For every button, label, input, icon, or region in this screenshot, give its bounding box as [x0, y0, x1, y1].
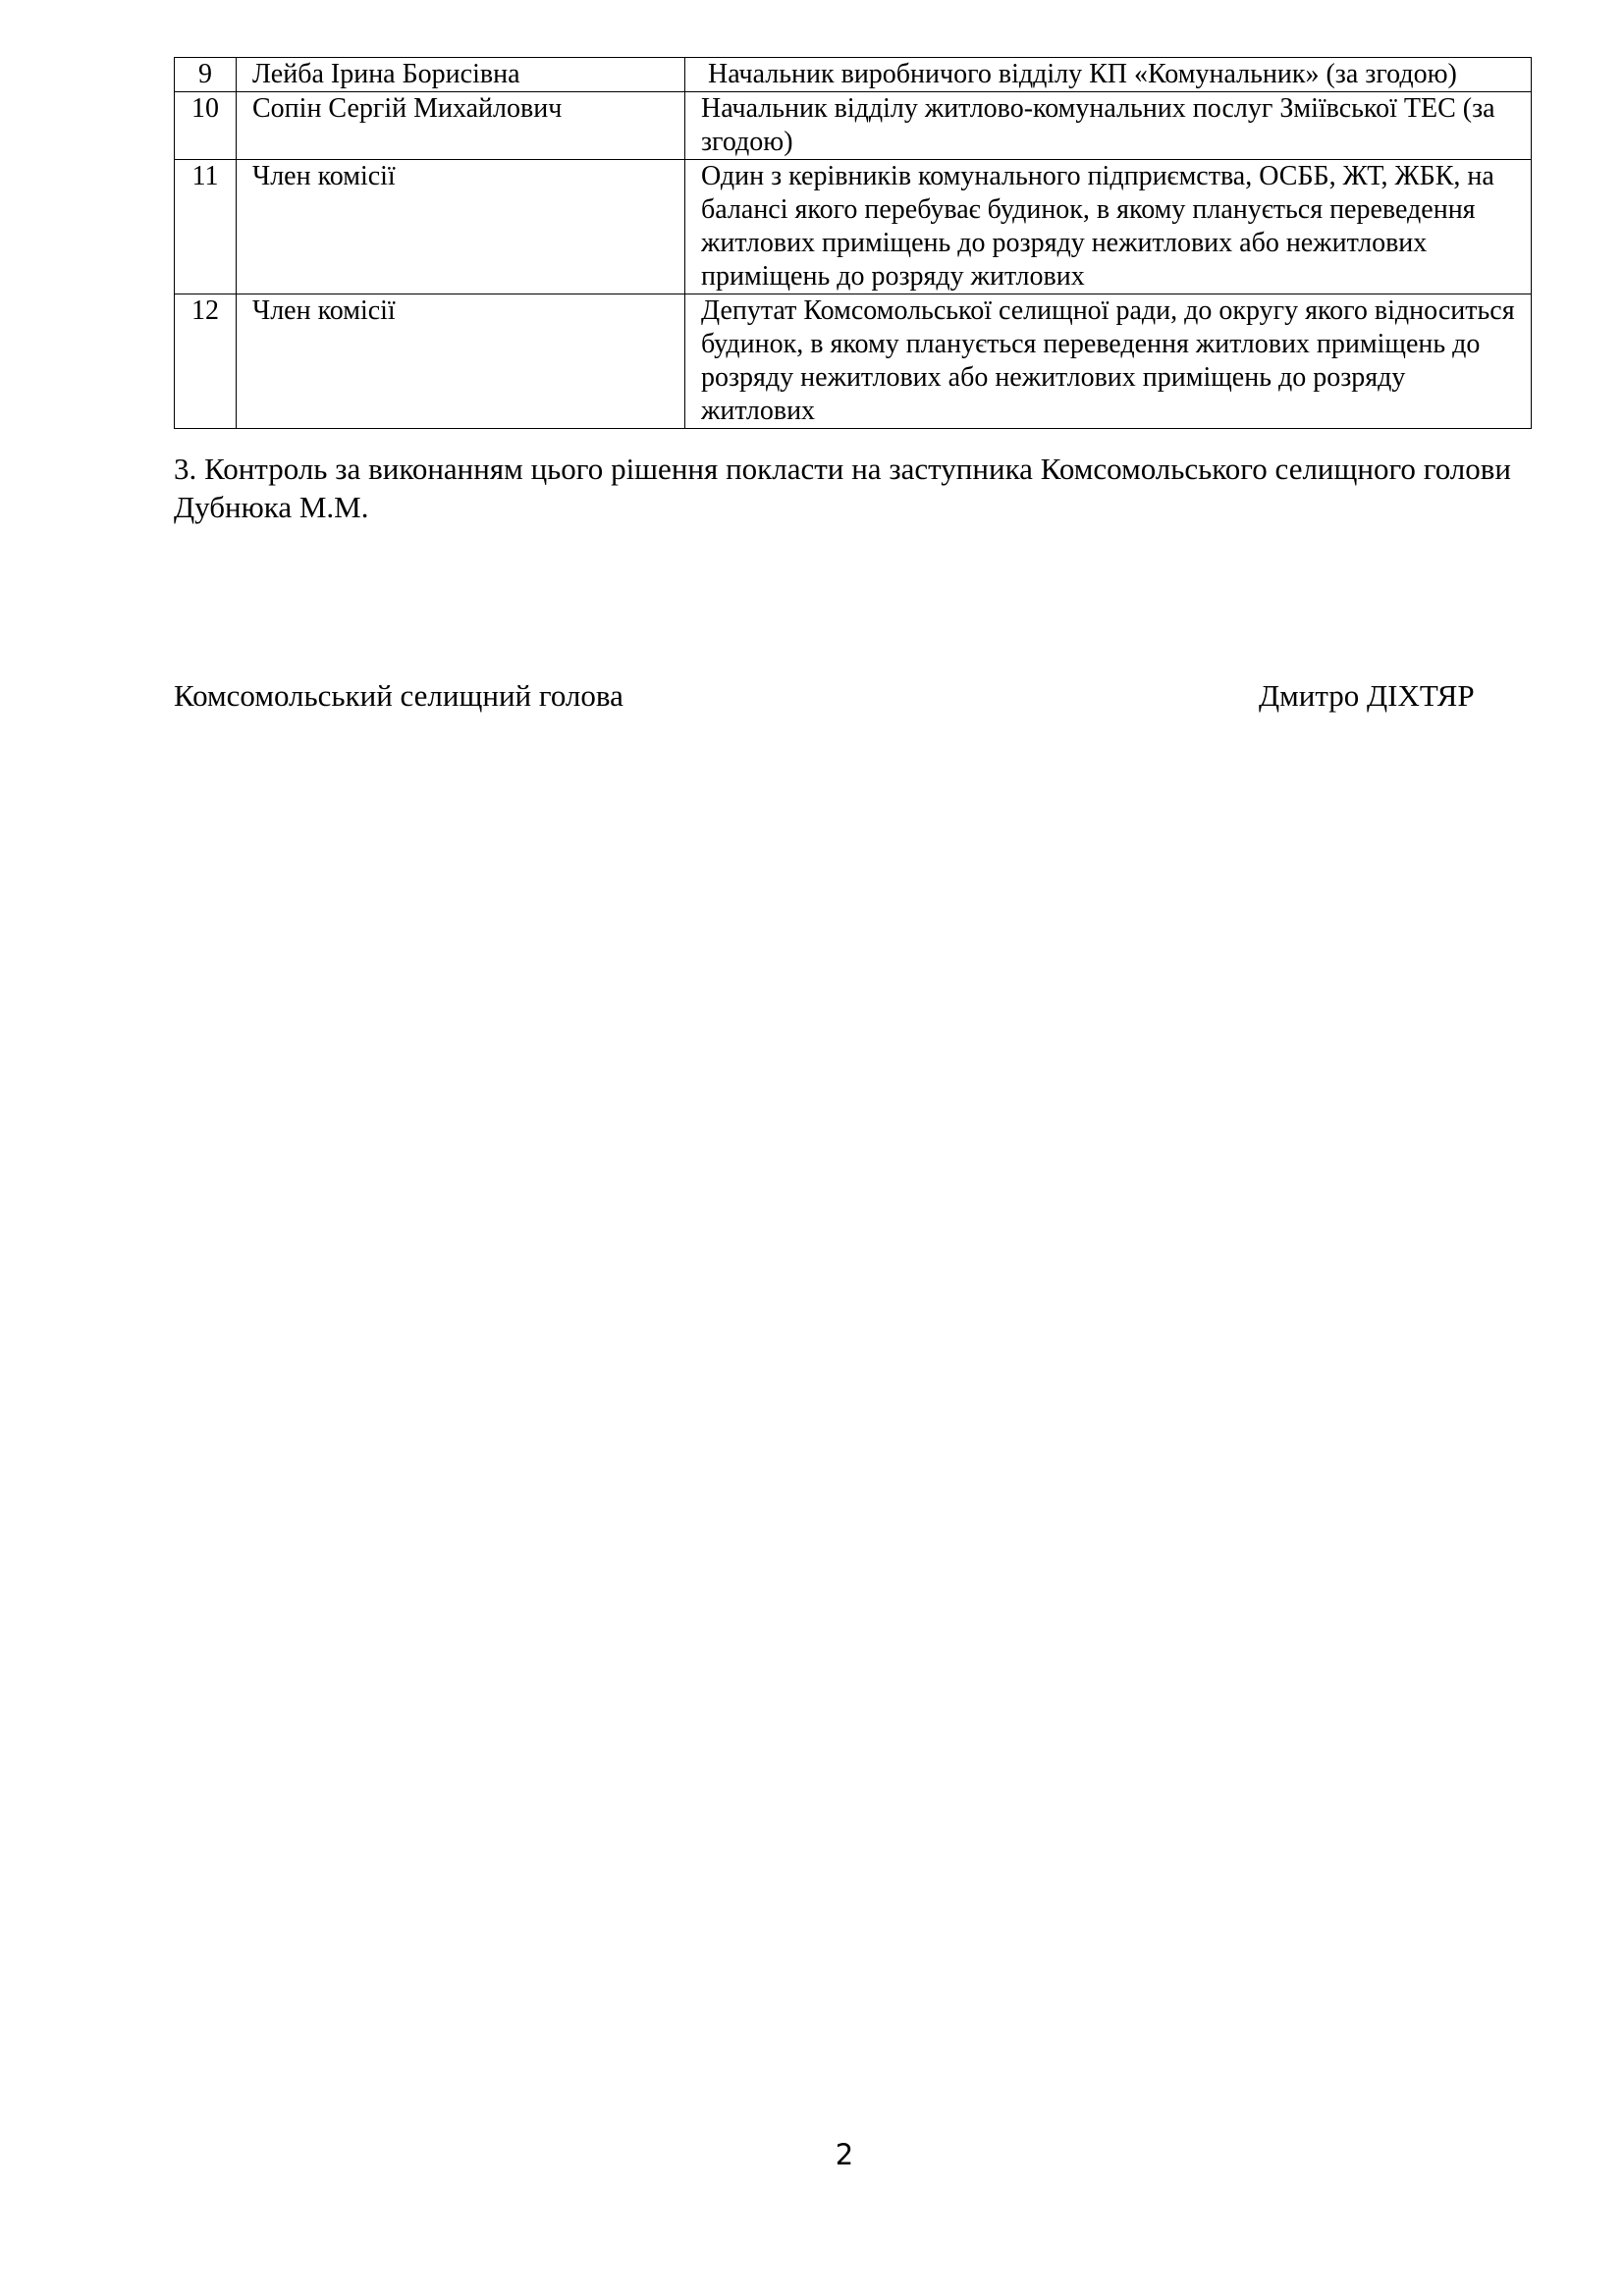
page-number: 2: [835, 2138, 854, 2171]
member-name: Сопін Сергій Михайлович: [237, 92, 685, 160]
commission-members-table: [174, 57, 1532, 429]
member-name: Член комісії: [237, 160, 685, 294]
member-position: Начальник виробничого відділу КП «Комунальник» (за згодою): [685, 58, 1532, 92]
signature-name: Дмитро ДІХТЯР: [1259, 678, 1475, 713]
member-name: Лейба Ірина Борисівна: [237, 58, 685, 92]
row-number: 9: [175, 58, 237, 92]
table-row: [175, 294, 1532, 429]
member-position: Депутат Комсомольської селищної ради, до округу якого відноситься будинок, в якому планується переведення житлових приміщень до розряду нежитлових або нежитлових приміщень до розряду житлових: [685, 294, 1532, 429]
signature-title: Комсомольський селищний голова: [174, 678, 623, 713]
control-clause: 3. Контроль за виконанням цього рішення покласти на заступника Комсомольського селищного голови Дубнюка М.М.: [174, 452, 1511, 524]
table-row: [175, 92, 1532, 160]
table-row: [175, 58, 1532, 92]
member-position: Начальник відділу житлово-комунальних послуг Зміївської ТЕС (за згодою): [685, 92, 1532, 160]
member-name: Член комісії: [237, 294, 685, 429]
row-number: 11: [175, 160, 237, 294]
row-number: 10: [175, 92, 237, 160]
row-number: 12: [175, 294, 237, 429]
member-position: Один з керівників комунального підприємства, ОСББ, ЖТ, ЖБК, на балансі якого перебуває будинок, в якому планується переведення житлових приміщень до розряду нежитлових або нежитлових приміщень до розряду житлових: [685, 160, 1532, 294]
table-row: [175, 160, 1532, 294]
